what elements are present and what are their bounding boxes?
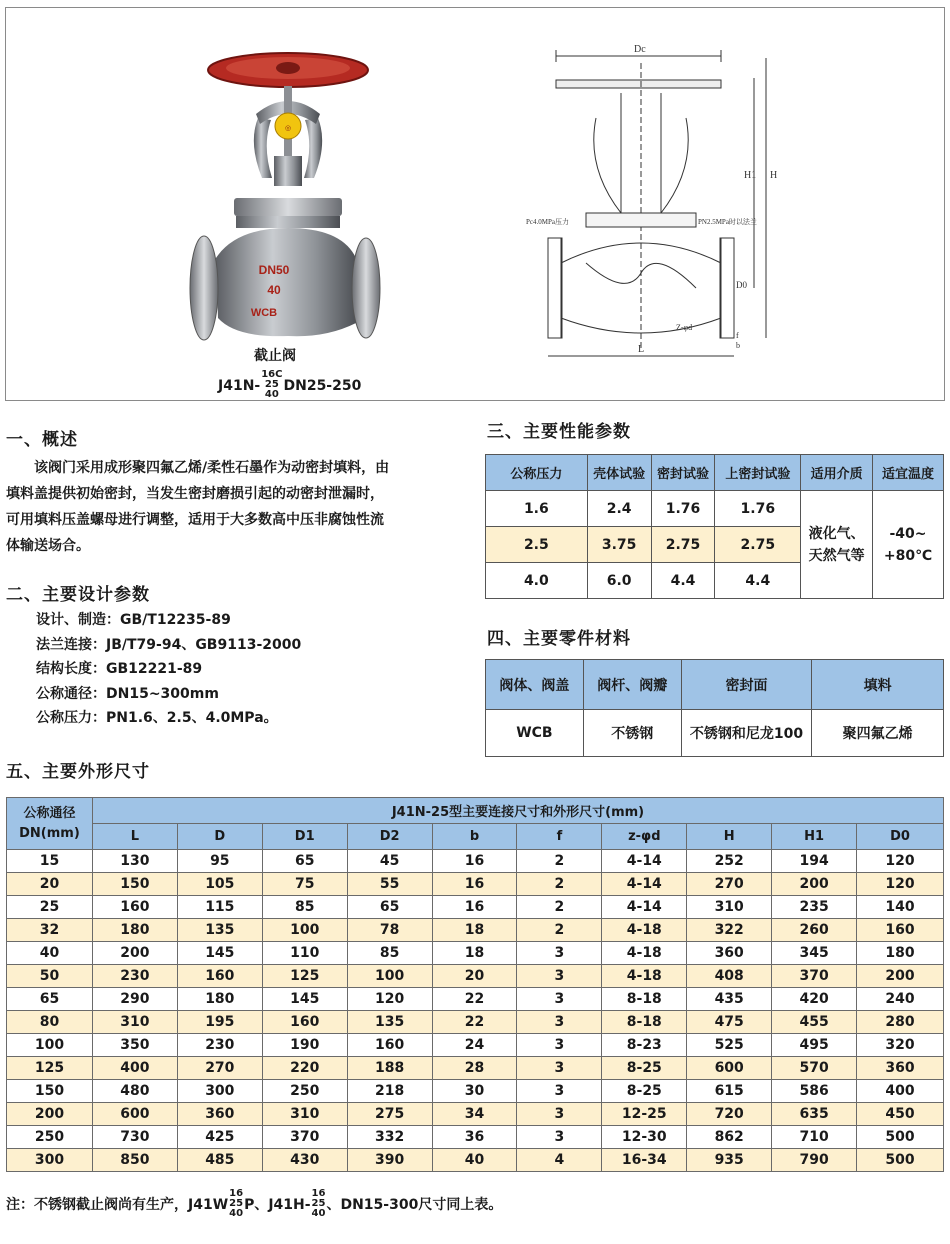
- dim-cell: 45: [347, 850, 432, 873]
- perf-header: 适用介质: [801, 455, 873, 491]
- perf-header: 壳体试验: [587, 455, 651, 491]
- dim-cell: 65: [347, 896, 432, 919]
- dim-cell: 125: [262, 965, 347, 988]
- dim-dn-cell: 125: [7, 1057, 93, 1080]
- dim-cell: 935: [687, 1149, 772, 1172]
- dim-row: [7, 942, 944, 965]
- overview-line: 填料盖提供初始密封，当发生密封磨损引起的动密封泄漏时，: [6, 486, 384, 502]
- dim-cell: 275: [347, 1103, 432, 1126]
- overview-line: 体输送场合。: [6, 538, 90, 554]
- dim-cell: 22: [432, 1011, 517, 1034]
- dim-cell: 2: [517, 850, 602, 873]
- perf-medium-cell: [801, 491, 873, 599]
- perf-temperature-line: +80℃: [883, 547, 933, 564]
- dim-cell: 36: [432, 1126, 517, 1149]
- dim-cell: 16: [432, 896, 517, 919]
- dim-cell: 2: [517, 919, 602, 942]
- material-header: 密封面: [681, 660, 812, 710]
- dim-corner-line: 公称通径: [23, 805, 76, 821]
- material-header: 阀杆、阀瓣: [583, 660, 681, 710]
- dim-dn-cell: 100: [7, 1034, 93, 1057]
- dim-column-header: D2: [347, 824, 432, 850]
- dim-cell: 135: [177, 919, 262, 942]
- dim-zd: Z-φd: [676, 323, 693, 332]
- dim-cell: 180: [177, 988, 262, 1011]
- dim-cell: 150: [92, 873, 177, 896]
- dim-cell: 230: [92, 965, 177, 988]
- dim-b: b: [736, 341, 740, 350]
- perf-cell: 2.75: [715, 527, 801, 563]
- dim-cell: 485: [177, 1149, 262, 1172]
- dim-cell: 115: [177, 896, 262, 919]
- dim-cell: 145: [177, 942, 262, 965]
- dim-h1: H1: [744, 170, 757, 181]
- dim-cell: 570: [772, 1057, 857, 1080]
- perf-medium-line: 液化气、: [808, 525, 865, 542]
- dim-corner-line: DN(mm): [19, 825, 80, 841]
- valve-mark-pressure: 40: [267, 283, 281, 297]
- dim-cell: 8-25: [602, 1080, 687, 1103]
- dim-cell: 360: [687, 942, 772, 965]
- perf-header: 上密封试验: [715, 455, 801, 491]
- dim-column-header: D: [177, 824, 262, 850]
- dim-cell: 65: [262, 850, 347, 873]
- product-caption: [206, 345, 376, 365]
- dim-title: 五、主要外形尺寸: [6, 762, 150, 782]
- dim-cell: 455: [772, 1011, 857, 1034]
- dim-cell: 390: [347, 1149, 432, 1172]
- dim-dn-cell: 40: [7, 942, 93, 965]
- perf-cell: 3.75: [587, 527, 651, 563]
- design-param: 结构长度：GB12221-89: [36, 661, 203, 677]
- dim-cell: 400: [92, 1057, 177, 1080]
- dim-cell: 140: [857, 896, 944, 919]
- dim-row: [7, 1057, 944, 1080]
- dim-cell: 12-25: [602, 1103, 687, 1126]
- dim-cell: 160: [92, 896, 177, 919]
- material-cell: 聚四氟乙烯: [812, 710, 944, 757]
- dim-cell: 34: [432, 1103, 517, 1126]
- dim-cell: 4-18: [602, 942, 687, 965]
- dim-cell: 55: [347, 873, 432, 896]
- dim-cell: 30: [432, 1080, 517, 1103]
- dim-cell: 3: [517, 1080, 602, 1103]
- dim-cell: 200: [857, 965, 944, 988]
- overview-text: [6, 455, 446, 559]
- model-pressure-stack: 16C 25 40: [261, 369, 283, 400]
- perf-header-row: [486, 455, 944, 491]
- dim-cell: 4-18: [602, 965, 687, 988]
- dim-dn-cell: 15: [7, 850, 93, 873]
- drawing-left-note: Pc4.0MPa压力: [526, 218, 569, 226]
- dim-cell: 85: [262, 896, 347, 919]
- material-table: [485, 659, 944, 757]
- dim-row: [7, 896, 944, 919]
- material-row: [486, 710, 944, 757]
- dim-column-header: f: [517, 824, 602, 850]
- design-title: 二、主要设计参数: [6, 585, 150, 605]
- dim-cell: 194: [772, 850, 857, 873]
- dim-dn-cell: 250: [7, 1126, 93, 1149]
- dim-cell: 3: [517, 1011, 602, 1034]
- dim-cell: 16: [432, 850, 517, 873]
- dim-cell: 24: [432, 1034, 517, 1057]
- design-param: 公称压力：PN1.6、2.5、4.0MPa。: [36, 710, 278, 726]
- note-prefix: 注：不锈钢截止阀尚有生产，J41W: [6, 1197, 229, 1213]
- dim-cell: 586: [772, 1080, 857, 1103]
- dim-cell: 4-14: [602, 896, 687, 919]
- dim-cell: 310: [687, 896, 772, 919]
- dim-dn-cell: 200: [7, 1103, 93, 1126]
- dim-cell: 200: [772, 873, 857, 896]
- dim-cell: 120: [857, 850, 944, 873]
- dim-cell: 430: [262, 1149, 347, 1172]
- dim-cell: 525: [687, 1034, 772, 1057]
- design-params: [36, 608, 301, 731]
- dim-cell: 450: [857, 1103, 944, 1126]
- note-mid: P、J41H-: [244, 1197, 311, 1213]
- svg-text:◎: ◎: [284, 125, 292, 132]
- design-param: 法兰连接：JB/T79-94、GB9113-2000: [36, 636, 302, 653]
- dim-cell: 250: [262, 1080, 347, 1103]
- valve-section-drawing: [526, 38, 786, 368]
- model-prefix: J41N-: [218, 378, 261, 394]
- dim-group-title: J41N-25型主要连接尺寸和外形尺寸(mm): [92, 798, 943, 824]
- dim-cell: 18: [432, 942, 517, 965]
- dim-cell: 160: [347, 1034, 432, 1057]
- dim-dc: Dc: [634, 44, 646, 55]
- dim-cell: 280: [857, 1011, 944, 1034]
- dim-cell: 480: [92, 1080, 177, 1103]
- dim-row: [7, 988, 944, 1011]
- dim-row: [7, 919, 944, 942]
- dim-cell: 300: [177, 1080, 262, 1103]
- perf-row: [486, 491, 944, 527]
- dim-cell: 370: [772, 965, 857, 988]
- dim-cell: 370: [262, 1126, 347, 1149]
- dim-dn-cell: 25: [7, 896, 93, 919]
- valve-photo: [176, 48, 386, 348]
- dim-cell: 790: [772, 1149, 857, 1172]
- dim-cell: 420: [772, 988, 857, 1011]
- dim-cell: 220: [262, 1057, 347, 1080]
- overview-line: 可用填料压盖螺母进行调整，适用于大多数高中压非腐蚀性流: [6, 512, 384, 528]
- dim-cell: 160: [857, 919, 944, 942]
- dim-cell: 2: [517, 873, 602, 896]
- material-header-row: [486, 660, 944, 710]
- dim-cell: 160: [262, 1011, 347, 1034]
- dim-cell: 4-14: [602, 850, 687, 873]
- dim-cell: 12-30: [602, 1126, 687, 1149]
- dim-dn-cell: 32: [7, 919, 93, 942]
- dim-cell: 180: [92, 919, 177, 942]
- dim-dn-cell: 300: [7, 1149, 93, 1172]
- dim-row: [7, 850, 944, 873]
- dim-cell: 78: [347, 919, 432, 942]
- performance-table: [485, 454, 944, 599]
- dim-cell: 310: [92, 1011, 177, 1034]
- note-pressure-stack-2: 16 25 40: [311, 1188, 326, 1219]
- dim-cell: 350: [92, 1034, 177, 1057]
- dim-cell: 4: [517, 1149, 602, 1172]
- dim-l: L: [638, 344, 645, 355]
- valve-mark-dn: DN50: [258, 263, 290, 277]
- dim-cell: 160: [177, 965, 262, 988]
- dim-cell: 145: [262, 988, 347, 1011]
- dim-cell: 850: [92, 1149, 177, 1172]
- material-title: 四、主要零件材料: [487, 629, 631, 649]
- dim-cell: 600: [92, 1103, 177, 1126]
- dim-column-header: H: [687, 824, 772, 850]
- dim-cell: 180: [857, 942, 944, 965]
- dim-row: [7, 1126, 944, 1149]
- product-image-panel: [5, 7, 945, 401]
- dim-cell: 400: [857, 1080, 944, 1103]
- note-suffix: 、DN15-300尺寸同上表。: [326, 1197, 503, 1213]
- dim-cell: 3: [517, 965, 602, 988]
- dim-cell: 18: [432, 919, 517, 942]
- footnote: [6, 1190, 502, 1220]
- dim-cell: 720: [687, 1103, 772, 1126]
- dim-cell: 3: [517, 988, 602, 1011]
- dim-cell: 95: [177, 850, 262, 873]
- dim-cell: 190: [262, 1034, 347, 1057]
- dim-cell: 240: [857, 988, 944, 1011]
- dim-column-row: [7, 824, 944, 850]
- dim-cell: 105: [177, 873, 262, 896]
- dim-cell: 260: [772, 919, 857, 942]
- dim-row: [7, 1103, 944, 1126]
- dim-cell: 3: [517, 1126, 602, 1149]
- dim-column-header: L: [92, 824, 177, 850]
- perf-cell: 1.76: [715, 491, 801, 527]
- dim-corner-header: [7, 798, 93, 850]
- dim-cell: 75: [262, 873, 347, 896]
- dim-cell: 218: [347, 1080, 432, 1103]
- dim-dn-cell: 80: [7, 1011, 93, 1034]
- dim-cell: 20: [432, 965, 517, 988]
- dim-cell: 345: [772, 942, 857, 965]
- dim-row: [7, 1080, 944, 1103]
- dim-cell: 85: [347, 942, 432, 965]
- dim-column-header: z-φd: [602, 824, 687, 850]
- dim-cell: 8-23: [602, 1034, 687, 1057]
- perf-cell: 2.5: [486, 527, 588, 563]
- perf-cell: 2.4: [587, 491, 651, 527]
- dim-column-header: D1: [262, 824, 347, 850]
- dim-cell: 500: [857, 1126, 944, 1149]
- dim-cell: 332: [347, 1126, 432, 1149]
- perf-header: 适宜温度: [873, 455, 944, 491]
- dim-cell: 290: [92, 988, 177, 1011]
- design-param: 设计、制造：GB/T12235-89: [36, 612, 231, 628]
- dim-cell: 252: [687, 850, 772, 873]
- dim-cell: 110: [262, 942, 347, 965]
- product-name: 截止阀: [254, 348, 296, 364]
- material-header: 阀体、阀盖: [486, 660, 584, 710]
- perf-header: 密封试验: [651, 455, 715, 491]
- dim-dn-cell: 20: [7, 873, 93, 896]
- dim-cell: 120: [857, 873, 944, 896]
- dim-cell: 435: [687, 988, 772, 1011]
- perf-cell: 4.4: [651, 563, 715, 599]
- dim-group-row: [7, 798, 944, 824]
- dim-cell: 3: [517, 1057, 602, 1080]
- dimension-table: [6, 797, 944, 1172]
- dim-cell: 16-34: [602, 1149, 687, 1172]
- dim-cell: 322: [687, 919, 772, 942]
- perf-cell: 2.75: [651, 527, 715, 563]
- perf-cell: 1.76: [651, 491, 715, 527]
- dim-cell: 135: [347, 1011, 432, 1034]
- dim-row: [7, 965, 944, 988]
- dim-cell: 4-14: [602, 873, 687, 896]
- dim-row: [7, 1011, 944, 1034]
- dim-cell: 120: [347, 988, 432, 1011]
- dim-cell: 4-18: [602, 919, 687, 942]
- dim-cell: 235: [772, 896, 857, 919]
- dim-cell: 22: [432, 988, 517, 1011]
- dim-row: [7, 1149, 944, 1172]
- dim-cell: 2: [517, 896, 602, 919]
- dim-cell: 3: [517, 1034, 602, 1057]
- valve-mark-material: WCB: [250, 307, 278, 319]
- dim-d0: D0: [736, 280, 747, 290]
- dim-cell: 425: [177, 1126, 262, 1149]
- dim-f: f: [736, 331, 739, 340]
- perf-cell: 1.6: [486, 491, 588, 527]
- dim-cell: 8-18: [602, 1011, 687, 1034]
- dim-cell: 3: [517, 942, 602, 965]
- dim-table-body: [7, 850, 944, 1172]
- perf-header: 公称压力: [486, 455, 588, 491]
- dim-cell: 600: [687, 1057, 772, 1080]
- dim-row: [7, 873, 944, 896]
- dim-cell: 270: [177, 1057, 262, 1080]
- perf-cell: 6.0: [587, 563, 651, 599]
- material-cell: 不锈钢: [583, 710, 681, 757]
- dim-dn-cell: 150: [7, 1080, 93, 1103]
- material-cell: 不锈钢和尼龙100: [681, 710, 812, 757]
- dim-column-header: H1: [772, 824, 857, 850]
- note-pressure-stack-1: 16 25 40: [229, 1188, 244, 1219]
- dim-cell: 16: [432, 873, 517, 896]
- dim-dn-cell: 50: [7, 965, 93, 988]
- dim-cell: 475: [687, 1011, 772, 1034]
- product-model: [218, 371, 361, 401]
- dim-cell: 360: [857, 1057, 944, 1080]
- dim-cell: 40: [432, 1149, 517, 1172]
- perf-medium-line: 天然气等: [808, 547, 865, 564]
- dim-cell: 28: [432, 1057, 517, 1080]
- dim-cell: 8-25: [602, 1057, 687, 1080]
- material-header: 填料: [812, 660, 944, 710]
- dim-cell: 195: [177, 1011, 262, 1034]
- model-suffix: DN25-250: [283, 378, 362, 394]
- perf-temperature-cell: [873, 491, 944, 599]
- perf-cell: 4.0: [486, 563, 588, 599]
- dim-cell: 188: [347, 1057, 432, 1080]
- dim-cell: 615: [687, 1080, 772, 1103]
- dim-cell: 8-18: [602, 988, 687, 1011]
- design-param: 公称通径：DN15~300mm: [36, 685, 219, 702]
- drawing-right-note: PN2.5MPa时以法兰: [698, 218, 757, 226]
- dim-cell: 360: [177, 1103, 262, 1126]
- dim-row: [7, 1034, 944, 1057]
- dim-cell: 408: [687, 965, 772, 988]
- dim-cell: 100: [347, 965, 432, 988]
- dim-cell: 710: [772, 1126, 857, 1149]
- overview-title: 一、概述: [6, 430, 78, 450]
- dim-column-header: D0: [857, 824, 944, 850]
- dim-cell: 100: [262, 919, 347, 942]
- dim-cell: 230: [177, 1034, 262, 1057]
- overview-line: 该阀门采用成形聚四氟乙烯/柔性石墨作为动密封填料，由: [34, 460, 390, 476]
- dim-cell: 3: [517, 1103, 602, 1126]
- dim-cell: 500: [857, 1149, 944, 1172]
- perf-cell: 4.4: [715, 563, 801, 599]
- dim-cell: 320: [857, 1034, 944, 1057]
- dim-cell: 130: [92, 850, 177, 873]
- dim-cell: 310: [262, 1103, 347, 1126]
- perf-temperature-line: -40~: [889, 525, 927, 542]
- dim-cell: 495: [772, 1034, 857, 1057]
- dim-cell: 862: [687, 1126, 772, 1149]
- dim-cell: 270: [687, 873, 772, 896]
- dim-column-header: b: [432, 824, 517, 850]
- dim-h: H: [770, 170, 778, 181]
- dim-cell: 200: [92, 942, 177, 965]
- material-cell: WCB: [486, 710, 584, 757]
- perf-title: 三、主要性能参数: [487, 422, 631, 442]
- dim-cell: 730: [92, 1126, 177, 1149]
- dim-dn-cell: 65: [7, 988, 93, 1011]
- dim-cell: 635: [772, 1103, 857, 1126]
